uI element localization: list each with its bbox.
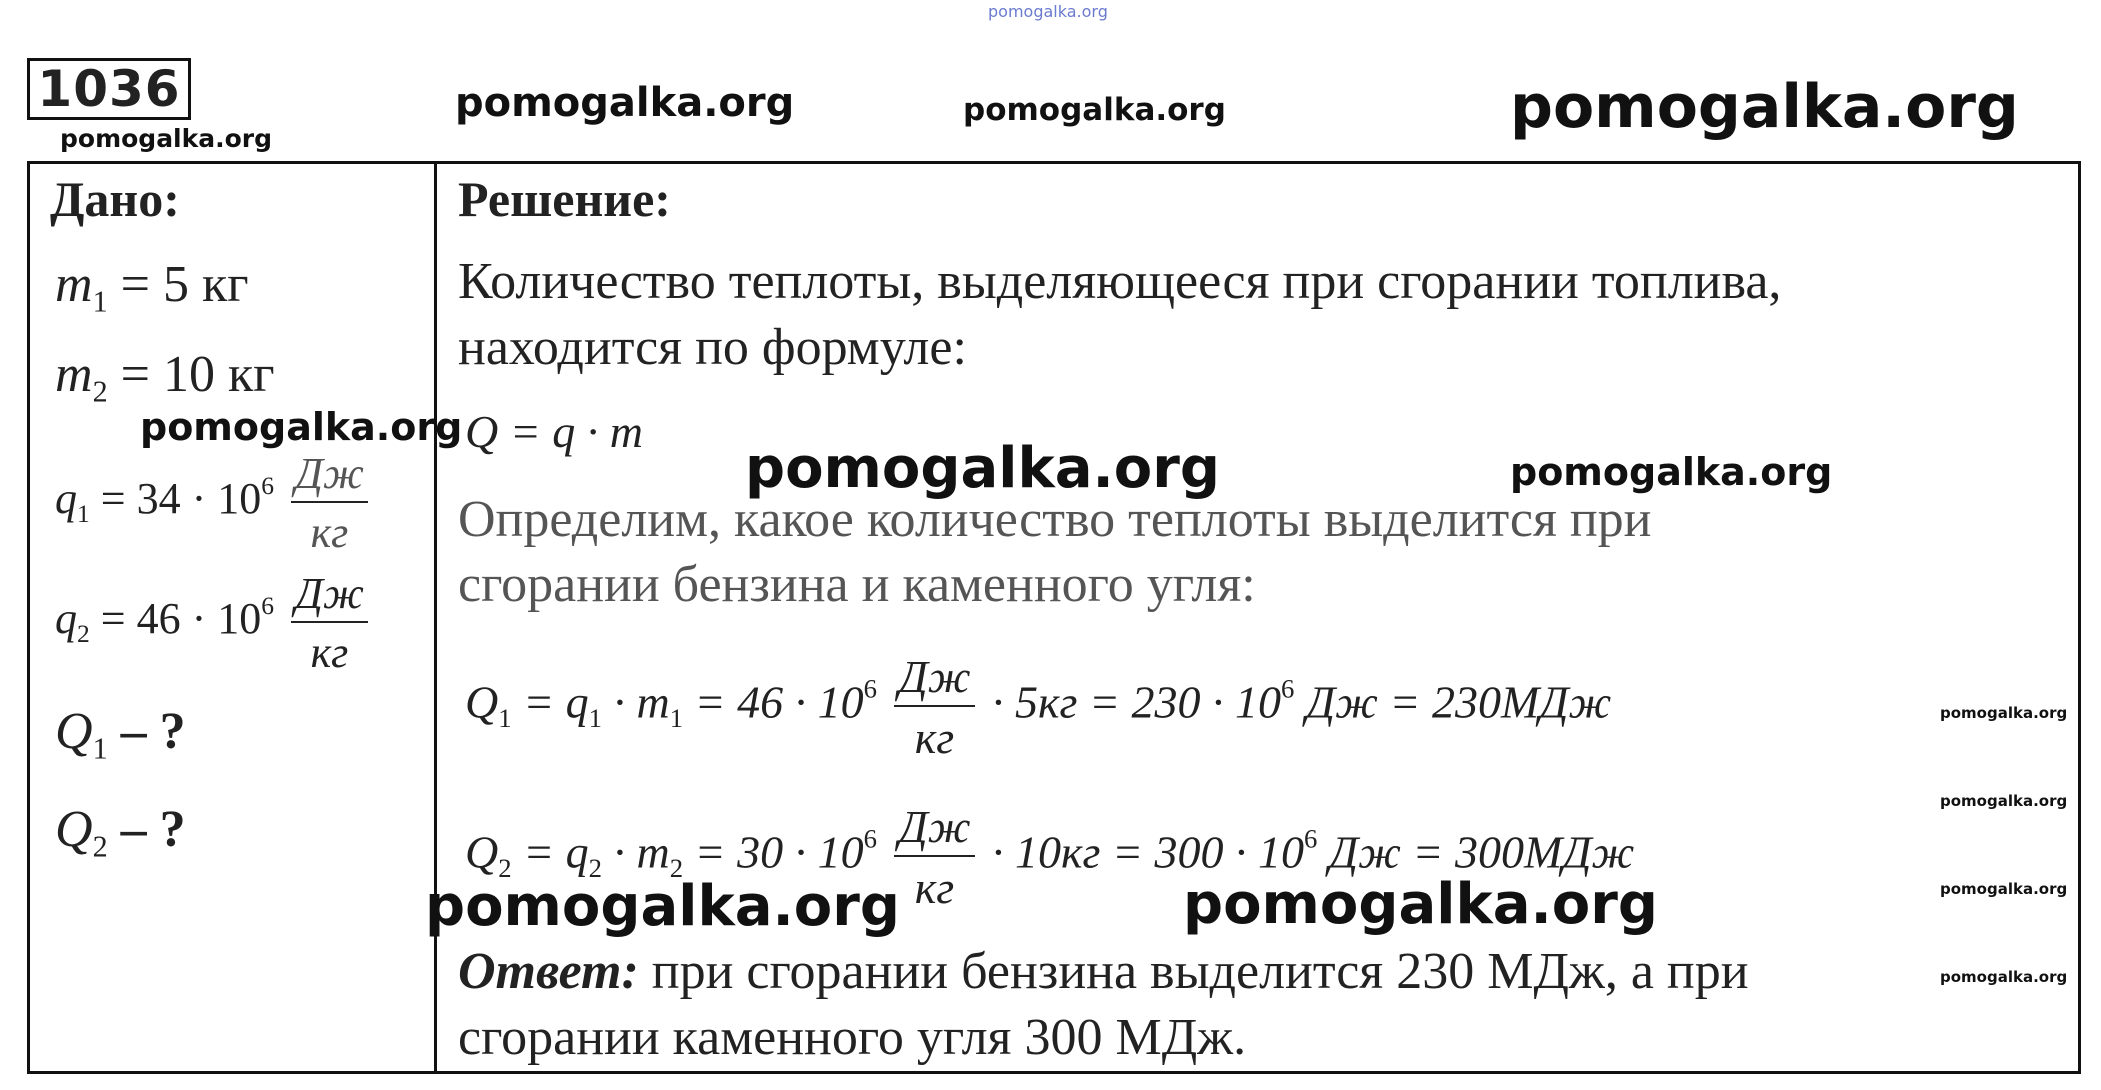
find-q2-mark: ? — [159, 801, 186, 858]
given-q1: $q_1 = 34 \cdot 10^6$ $\frac{Дж}{кг}$ — [55, 448, 374, 558]
solution-step-line1: Определим, какое количество теплоты выделится при — [458, 491, 1652, 548]
eq1-exp1: 6 — [863, 673, 877, 704]
solution-intro-line2: находится по формуле: — [458, 319, 967, 376]
eq1-part2: · m — [613, 676, 670, 728]
find-q1-dash: – — [120, 703, 147, 760]
solution-eq1: $Q_1 = q_1 \cdot m_1 = 46 \cdot 10^6$ $\frac{Дж}{кг}$ · $5кг = 230 \cdot 10^6$ Дж = 230МДж — [465, 651, 1612, 763]
answer-line2: сгорании каменного угля 300 МДж. — [458, 1009, 1247, 1066]
find-q1: $Q_1$ – ? — [55, 703, 186, 766]
find-q2-dash: – — [120, 801, 147, 858]
watermark-small-2: pomogalka.org — [1940, 792, 2068, 810]
solution-title: Решение: — [458, 171, 671, 227]
problem-number: 1036 — [27, 58, 191, 120]
eq2-part1: = q — [523, 826, 589, 878]
watermark-bottom-right: pomogalka.org — [1183, 872, 1658, 937]
solution-step-line2: сгорании бензина и каменного угля: — [458, 556, 1256, 613]
find-q1-mark: ? — [159, 703, 186, 760]
eq1-part4: · 5кг = 230 · 10 — [992, 676, 1282, 728]
given-m1: $m_1 = 5$ кг — [55, 256, 249, 319]
given-q2-value: = 46 · 10 — [100, 594, 262, 644]
eq2-exp2: 6 — [1304, 823, 1318, 854]
watermark-under-number: pomogalka.org — [60, 124, 273, 153]
eq1-part3: = 46 · 10 — [694, 676, 864, 728]
watermark-small-1: pomogalka.org — [1940, 704, 2068, 722]
eq1-part5: Дж = 230МДж — [1305, 676, 1612, 728]
given-m2: $m_2 = 10$ кг — [55, 346, 275, 409]
given-title: Дано: — [50, 171, 180, 227]
watermark-bottom-left: pomogalka.org — [425, 874, 900, 939]
given-m2-value: = 10 кг — [120, 346, 275, 403]
eq2-part2: · m — [613, 826, 670, 878]
eq1-unit-num: Дж — [894, 650, 974, 707]
watermark-mid-right: pomogalka.org — [1510, 450, 1833, 494]
watermark-top-2: pomogalka.org — [963, 92, 1226, 128]
given-q1-unit-den: кг — [310, 508, 349, 557]
given-q1-unit-num: Дж — [291, 448, 368, 503]
given-q2-unit-num: Дж — [291, 568, 368, 623]
eq2-unit-den: кг — [914, 862, 955, 913]
watermark-small-4: pomogalka.org — [1940, 968, 2068, 986]
eq1-part1: = q — [523, 676, 589, 728]
solution-formula: Q = q · m — [465, 406, 643, 457]
eq2-unit-num: Дж — [894, 800, 974, 857]
watermark-top-1: pomogalka.org — [455, 80, 795, 126]
eq1-unit-den: кг — [914, 712, 955, 763]
eq2-part3: = 30 · 10 — [694, 826, 864, 878]
watermark-top-tiny: pomogalka.org — [988, 2, 1108, 21]
answer-line1 — [458, 942, 1749, 1001]
solution-intro-line1: Количество теплоты, выделяющееся при сгорании топлива, — [458, 253, 1782, 310]
eq1-exp2: 6 — [1281, 673, 1295, 704]
given-q2-unit-den: кг — [310, 628, 349, 677]
eq2-exp1: 6 — [863, 823, 877, 854]
watermark-mid-left: pomogalka.org — [140, 405, 463, 449]
eq2-part5: Дж = 300МДж — [1328, 826, 1635, 878]
watermark-top-big: pomogalka.org — [1510, 72, 2019, 142]
find-q2: $Q_2$ – ? — [55, 801, 186, 864]
given-q1-exp: 6 — [261, 470, 274, 500]
given-m1-value: = 5 кг — [120, 256, 249, 313]
given-q2-exp: 6 — [261, 590, 274, 620]
given-q2: $q_2 = 46 \cdot 10^6$ $\frac{Дж}{кг}$ — [55, 568, 374, 678]
answer-label: Ответ: — [458, 943, 639, 1000]
given-q1-value: = 34 · 10 — [100, 474, 262, 524]
watermark-small-3: pomogalka.org — [1940, 880, 2068, 898]
watermark-mid-center: pomogalka.org — [745, 436, 1220, 501]
eq2-part4: · 10кг = 300 · 10 — [992, 826, 1305, 878]
answer-text-1: при сгорании бензина выделится 230 МДж, а при — [651, 943, 1749, 1000]
solution-eq2: $Q_2 = q_2 \cdot m_2 = 30 \cdot 10^6$ $\frac{Дж}{кг}$ · $10кг = 300 \cdot 10^6$ Дж = 300МДж — [465, 801, 1635, 913]
